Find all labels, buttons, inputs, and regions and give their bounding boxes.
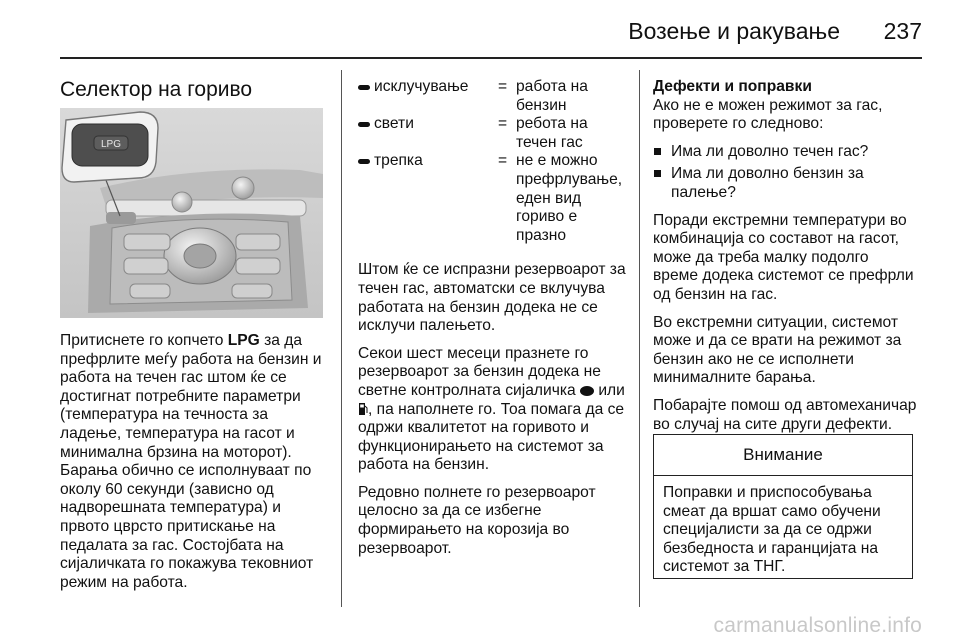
warning-box xyxy=(653,434,913,579)
definition-row xyxy=(358,152,630,245)
page-number: 237 xyxy=(883,18,922,44)
section-title: Селектор на гориво xyxy=(60,78,253,101)
mechanic-paragraph: Побарајте помош од автомеханичар во случај на сите други дефекти. xyxy=(653,396,917,433)
dash-symbol xyxy=(358,152,374,170)
extreme-temperatures-paragraph: Поради екстремни температури во комбинација со составот на гасот, може да треба малку подолго време додека системот се префрли од бензин на гас. xyxy=(653,211,914,303)
equals-sign: = xyxy=(498,152,508,170)
definition-value: ребота на течен гас xyxy=(516,115,588,151)
paragraph-text: Притиснете го копчето xyxy=(60,332,228,349)
paragraph-text: Секои шест месеци празнете го резервоарот за бензин додека не светне контролната сијаличка xyxy=(358,344,601,399)
bullet-square-icon xyxy=(653,165,671,202)
list-item xyxy=(653,165,917,202)
paragraph-text: , па наполнете го. Тоа помага да се одржи квалитетот на горивото и функционирањето на системот за работа на бензин. xyxy=(358,400,625,474)
lpg-button-label: LPG xyxy=(100,139,122,150)
definition-term: свети xyxy=(374,115,414,133)
list-item xyxy=(653,143,917,162)
dash-symbol xyxy=(358,78,374,96)
list-item-text: Има ли доволно течен гас? xyxy=(671,142,869,160)
definition-row xyxy=(358,78,630,115)
corrosion-paragraph: Редовно полнете го резервоарот целосно за да се избегне формирањето на корозија во резервоарот. xyxy=(358,483,596,557)
column-divider-right xyxy=(639,70,640,607)
list-item-text: Има ли доволно бензин за палење? xyxy=(671,165,864,201)
faults-heading: Дефекти и поправки xyxy=(653,78,812,95)
watermark-text: carmanualsonline.info xyxy=(713,614,922,637)
warning-title: Внимание xyxy=(654,435,912,476)
equals-sign: = xyxy=(498,115,508,133)
bullet-square-icon xyxy=(653,143,671,162)
extreme-situations-paragraph: Во екстремни ситуации, системот може и да се врати на режимот за бензин ако не се исполнети минималните барања. xyxy=(653,313,902,387)
dashboard-illustration xyxy=(60,108,323,318)
empty-tank-paragraph: Штом ќе се испразни резервоарот за течен гас, автоматски се вклучува работата на бензин додека не се исклучи палењето. xyxy=(358,261,626,335)
right-column-text xyxy=(653,78,917,443)
fuel-pump-icon xyxy=(358,402,368,416)
dash-symbol xyxy=(358,115,374,133)
column-divider-left xyxy=(341,70,342,607)
faults-intro: Ако не е можен режимот за гас, проверете го следново: xyxy=(653,96,883,133)
six-months-paragraph xyxy=(358,345,630,475)
header-rule xyxy=(60,57,922,59)
equals-sign: = xyxy=(498,78,508,95)
definition-value: работа на бензин xyxy=(516,78,588,114)
paragraph-text: за да префрлите меѓу работа на бензин и работа на течен гас штом ќе се достигнат потребните параметри (температура на течноста за ладење, температура на гасот и минимална брзина на моторот). Барања обично се исполнуваат по околу 60 секунди (зависно од надворешната температура) и првото цврсто притискање на педалата за гас. Состојбата на сијаличката го покажува тековниот режим на работа. xyxy=(60,332,322,591)
dashboard-image xyxy=(60,108,323,318)
definition-term: исклучување xyxy=(374,78,469,95)
definition-row xyxy=(358,115,630,152)
chapter-title: Возење и ракување xyxy=(628,18,840,44)
lpg-keyword: LPG xyxy=(227,332,260,349)
definition-term: трепка xyxy=(374,152,423,170)
warning-body: Поправки и приспособувања смеат да вршат само обучени специјалисти за да се одржи безбедноста и гаранцијата на системот за ТНГ. xyxy=(663,484,881,576)
definition-value: не е можно префрлување, еден вид гориво е празно xyxy=(516,152,623,244)
control-lamp-icon xyxy=(580,386,594,396)
paragraph-text: или xyxy=(594,381,625,399)
lpg-button-paragraph xyxy=(60,332,328,592)
left-column-text xyxy=(60,332,328,601)
middle-column-text xyxy=(358,78,630,567)
